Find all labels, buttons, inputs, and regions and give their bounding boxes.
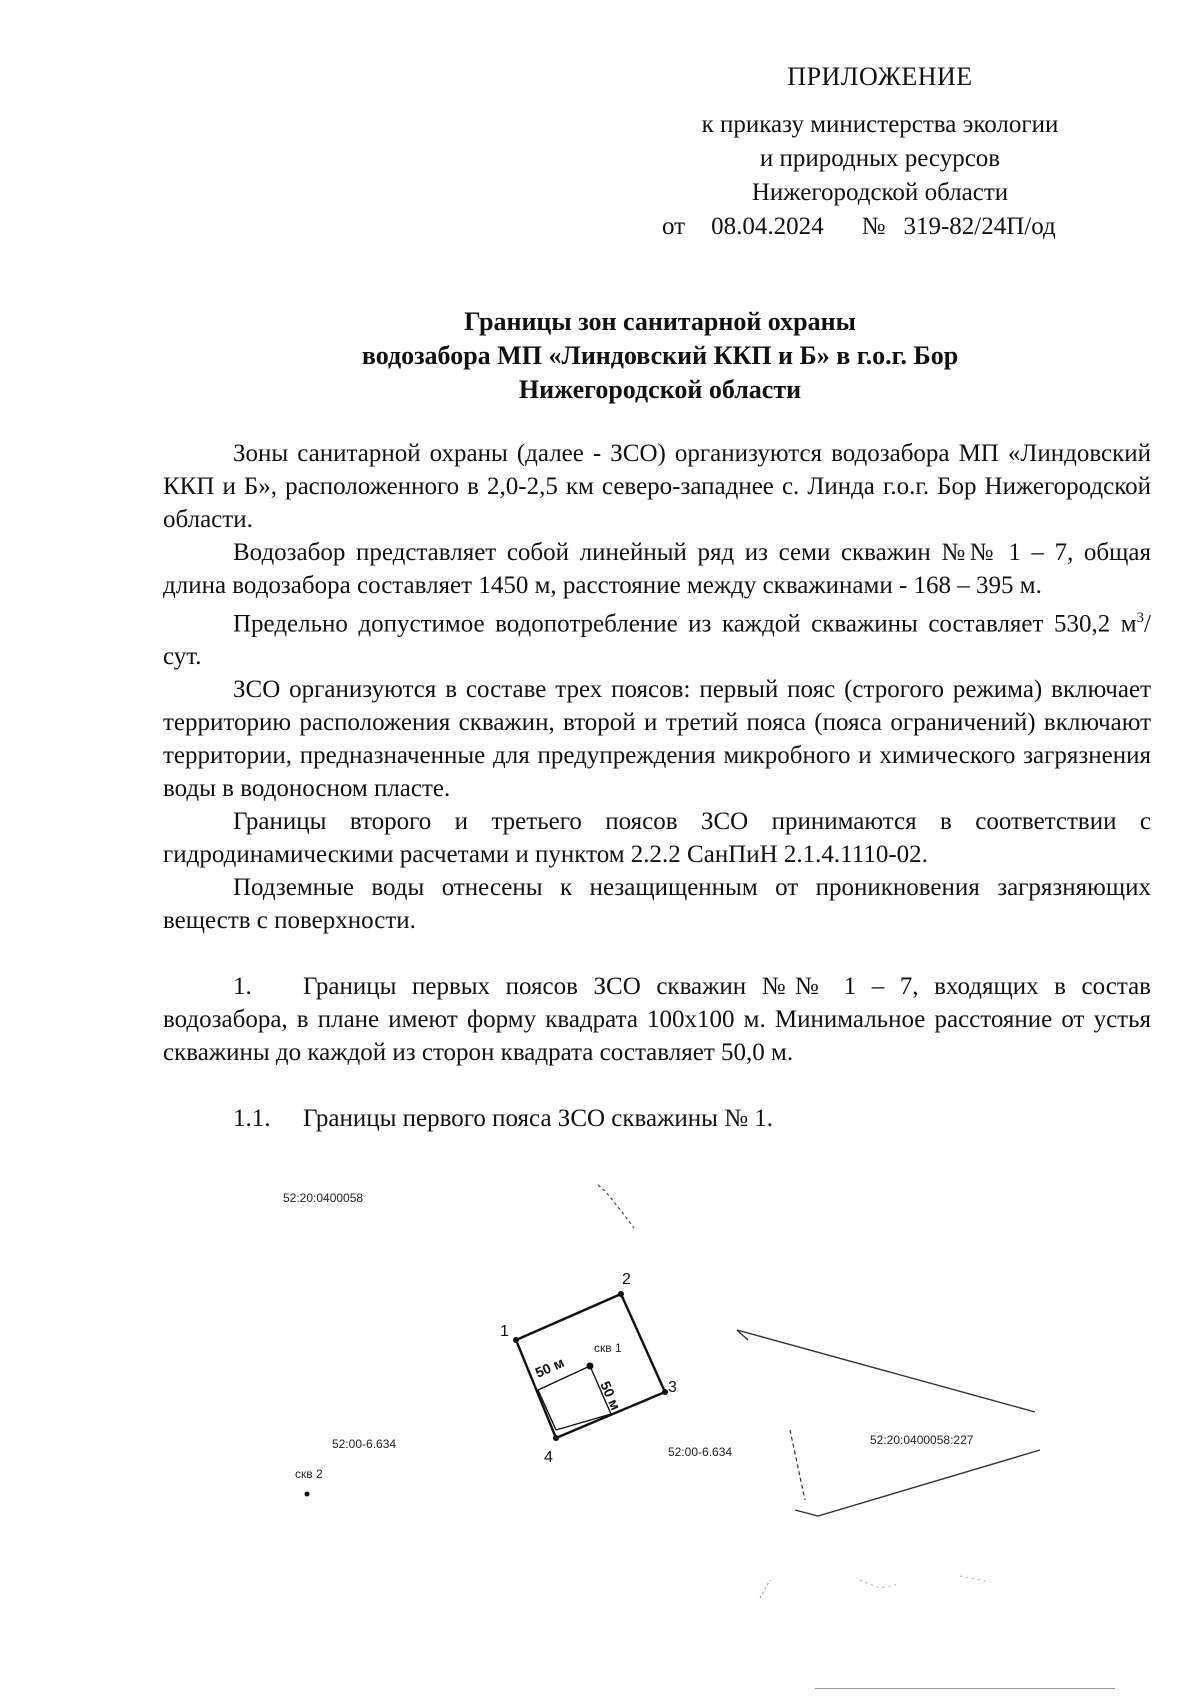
- section-1: [163, 970, 1151, 1069]
- parcel-edge-top: [737, 1330, 1035, 1412]
- dimension-line-inner: [538, 1390, 556, 1430]
- sanitary-zone-square: [500, 1271, 677, 1466]
- parcel-edge-left: [790, 1430, 805, 1500]
- paragraph-5: Границы второго и третьего поясов ЗСО принимаются в соответствии с гидродинамическими расчетами и пунктом 2.2.2 СанПиН 2.1.4.1110-02.: [163, 808, 1151, 869]
- cadastral-label-right: 52:20:0400058:227: [870, 1433, 974, 1447]
- section-1-1-text: Границы первого пояса ЗСО скважины № 1.: [303, 1105, 774, 1133]
- well-2-marker: [305, 1492, 310, 1497]
- order-ref-line-2: и природных ресурсов: [759, 145, 1001, 172]
- well-1-label: скв 1: [594, 1341, 622, 1355]
- corner-label-1: 1: [500, 1323, 509, 1340]
- document-title: [160, 305, 1160, 407]
- title-line-3: Нижегородской области: [518, 375, 802, 404]
- well-2-label: скв 2: [295, 1467, 323, 1481]
- corner-label-4: 4: [544, 1449, 553, 1466]
- cadastral-label-top: 52:20:0400058: [283, 1191, 364, 1205]
- paragraph-2: Водозабор представляет собой линейный ряд из семи скважин №№ 1 – 7, общая длина водозабора составляет 1450 м, расстояние между скважинами - 168 – 395 м.: [163, 539, 1151, 599]
- corner-point-2: [618, 1291, 624, 1297]
- number-sign: №: [861, 213, 886, 240]
- paragraph-1: Зоны санитарной охраны (далее - ЗСО) организуются водозабора МП «Линдовский ККП и Б», расположенного в 2,0-2,5 км северо-западнее с. Линда г.о.г. Бор Нижегородской области.: [163, 440, 1151, 533]
- scatter-mark-1: [760, 1580, 770, 1598]
- order-date: 08.04.2024: [711, 213, 824, 240]
- corner-point-4: [553, 1435, 559, 1441]
- section-1-1: [163, 1102, 1151, 1135]
- cadastral-label-left: 52:00-6.634: [332, 1437, 397, 1451]
- site-plan-map: [0, 1180, 1200, 1698]
- paragraph-3-unit: /сут.: [163, 610, 1151, 671]
- date-prefix: от: [662, 213, 686, 240]
- appendix-header: [650, 60, 1110, 244]
- boundary-line-dotted: [598, 1185, 634, 1228]
- paragraph-4: ЗСО организуются в составе трех поясов: первый пояс (строгого режима) включает территорию расположения скважин, второй и третий пояса (пояса ограничений) включают территории, предназначенные для предупреждения микробного и химического загрязнения воды в водоносном пласте.: [163, 676, 1151, 803]
- appendix-title: ПРИЛОЖЕНИЕ: [787, 62, 973, 91]
- section-1-number: 1.: [233, 973, 252, 1001]
- order-number: 319-82/24П/од: [903, 213, 1056, 240]
- scatter-mark-3: [960, 1576, 990, 1582]
- well-1-marker: [587, 1363, 594, 1370]
- corner-label-3: 3: [668, 1379, 677, 1396]
- paragraph-6: Подземные воды отнесены к незащищенным от проникновения загрязняющих веществ с поверхности.: [163, 874, 1151, 935]
- parcel-edge-bottom: [795, 1450, 1040, 1516]
- corner-point-1: [513, 1337, 519, 1343]
- title-line-2: водозабора МП «Линдовский ККП и Б» в г.о.г. Бор: [361, 341, 959, 370]
- section-1-text: Границы первых поясов ЗСО скважин №№ 1 – 7, входящих в состав водозабора, в плане имеют форму квадрата 100х100 м. Минимальное расстояние от устья скважины до каждой из сторон квадрата составляет 50,0 м.: [163, 973, 1151, 1067]
- corner-label-2: 2: [622, 1271, 631, 1288]
- paragraph-3: [163, 602, 1151, 673]
- superscript-3: 3: [1136, 610, 1145, 626]
- title-line-1: Границы зон санитарной охраны: [464, 307, 856, 336]
- cadastral-label-mid: 52:00-6.634: [668, 1445, 733, 1459]
- dimension-label-horizontal: 50 м: [532, 1353, 567, 1381]
- order-ref-line-3: Нижегородской области: [751, 179, 1009, 206]
- section-1-1-number: 1.1.: [233, 1105, 271, 1133]
- dimension-label-vertical: 50 м: [597, 1378, 625, 1413]
- document-body: [163, 437, 1151, 1135]
- order-date-number: [650, 210, 1110, 244]
- order-ref-line-1: к приказу министерства экологии: [701, 111, 1059, 138]
- footer-line: [815, 1688, 1115, 1689]
- paragraph-3-text: Предельно допустимое водопотребление из каждой скважины составляет 530,2 м: [233, 610, 1137, 638]
- scatter-mark-2: [860, 1580, 900, 1588]
